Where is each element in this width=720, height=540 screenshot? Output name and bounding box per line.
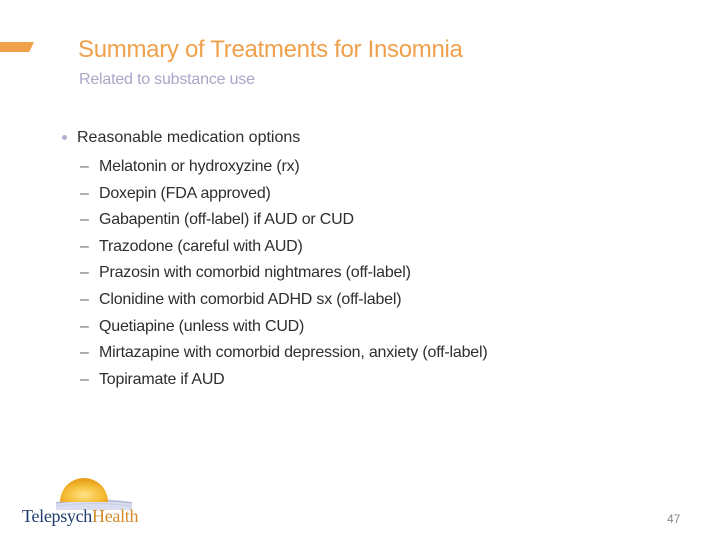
sub-bullet-list [80, 154, 488, 393]
sub-bullet-text: Prazosin with comorbid nightmares (off-label) [99, 264, 411, 282]
slide-title: Summary of Treatments for Insomnia [78, 36, 463, 63]
dash-icon: – [80, 344, 89, 362]
sub-bullet-item [80, 260, 488, 287]
logo-text-health: Health [92, 506, 139, 526]
sub-bullet-text: Trazodone (careful with AUD) [99, 237, 303, 255]
sun-icon [54, 474, 134, 510]
sub-bullet-text: Gabapentin (off-label) if AUD or CUD [99, 211, 354, 229]
dash-icon: – [80, 317, 89, 335]
dash-icon: – [80, 370, 89, 388]
sub-bullet-text: Melatonin or hydroxyzine (rx) [99, 158, 300, 175]
sub-bullet-text: Topiramate if AUD [99, 370, 225, 388]
sub-bullet-item [80, 181, 488, 208]
accent-bar [0, 42, 34, 52]
sub-bullet-item [80, 207, 488, 234]
sub-bullet-item [80, 234, 488, 261]
dash-icon: – [80, 184, 89, 202]
sub-bullet-text: Mirtazapine with comorbid depression, anxiety (off-label) [99, 344, 488, 362]
dash-icon: – [80, 237, 89, 255]
dash-icon: – [80, 264, 89, 282]
sub-bullet-item [80, 154, 488, 181]
slide-subtitle: Related to substance use [79, 71, 255, 88]
main-bullet [62, 129, 300, 147]
dash-icon: – [80, 211, 89, 229]
sub-bullet-item [80, 287, 488, 314]
sub-bullet-item [80, 314, 488, 341]
sub-bullet-text: Doxepin (FDA approved) [99, 184, 271, 202]
telepsychhealth-logo [22, 474, 147, 534]
sub-bullet-item [80, 340, 488, 367]
logo-text-telepsych: Telepsych [22, 506, 93, 526]
sub-bullet-text: Clonidine with comorbid ADHD sx (off-label) [99, 290, 402, 308]
logo-wordmark [22, 506, 138, 527]
dash-icon: – [80, 290, 89, 308]
sub-bullet-item [80, 367, 488, 394]
bullet-dot-icon [62, 135, 67, 140]
main-bullet-text: Reasonable medication options [77, 129, 301, 146]
sub-bullet-text: Quetiapine (unless with CUD) [99, 317, 305, 335]
dash-icon: – [80, 158, 89, 175]
page-number: 47 [667, 512, 681, 526]
